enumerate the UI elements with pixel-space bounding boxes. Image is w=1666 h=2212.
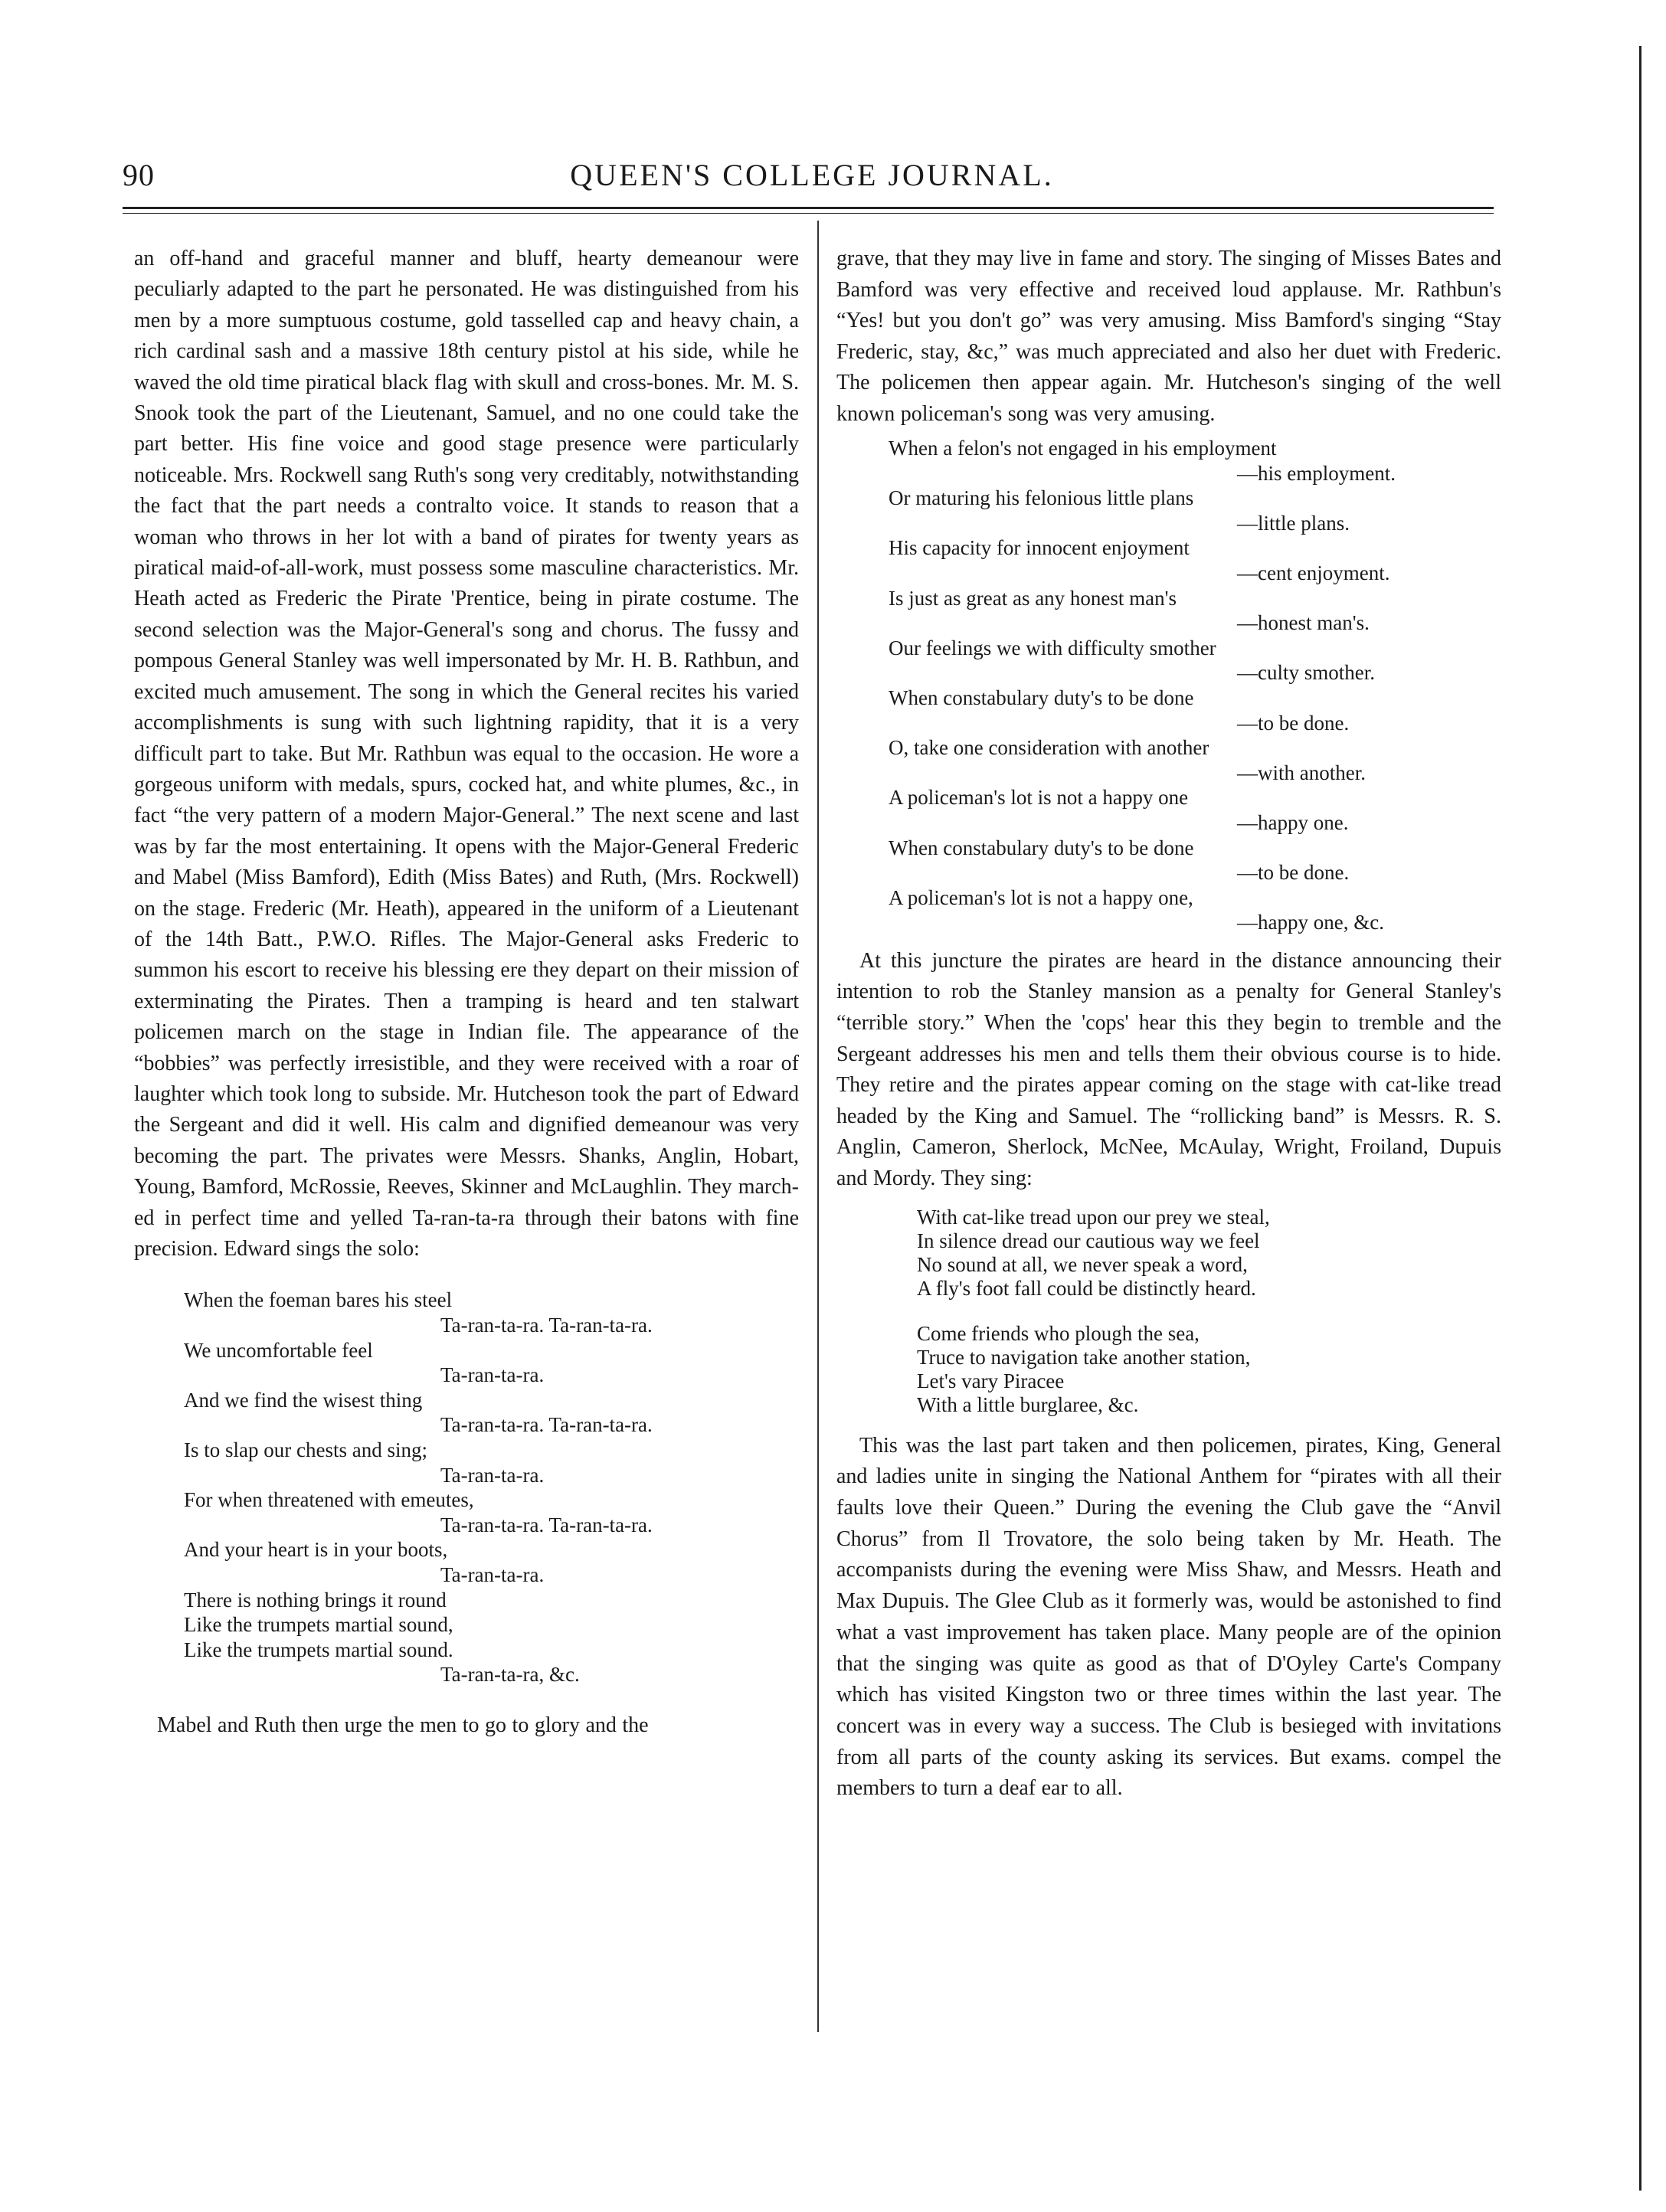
song-line: Let's vary Piracee <box>917 1369 1065 1392</box>
song-line: There is nothing brings it round <box>184 1588 447 1612</box>
song-line: With a little burglaree, &c. <box>917 1392 1139 1416</box>
song-line: When constabulary duty's to be done <box>889 686 1194 709</box>
song-line: Like the trumpets martial sound. <box>184 1638 453 1661</box>
stanza-gap <box>917 1301 1501 1322</box>
song-line: Is just as great as any honest man's <box>889 586 1177 610</box>
song-line: And your heart is in your boots, <box>184 1538 448 1562</box>
song-line: —culty smother. <box>1237 661 1375 685</box>
song-line: A fly's foot fall could be distinctly heard. <box>917 1276 1256 1300</box>
left-column <box>134 244 799 1741</box>
song-line: Is to slap our chests and sing; <box>184 1438 427 1461</box>
song-line: Come friends who plough the sea, <box>917 1321 1200 1345</box>
song-line: —happy one, &c. <box>1237 911 1384 934</box>
song-line: Ta-ran-ta-ra, &c. <box>440 1663 580 1687</box>
header-rule-thick <box>123 207 1494 209</box>
song-line: A policeman's lot is not a happy one <box>889 786 1189 810</box>
song-line: When a felon's not engaged in his employment <box>889 437 1277 460</box>
song-line: In silence dread our cautious way we feel <box>917 1229 1260 1252</box>
song-line: Truce to navigation take another station, <box>917 1345 1251 1369</box>
song-line: No sound at all, we never speak a word, <box>917 1252 1248 1276</box>
header-rule-thin <box>123 213 1494 214</box>
pirate-song-stanza-2 <box>917 1322 1501 1417</box>
page-number: 90 <box>123 158 155 192</box>
song-line: A policeman's lot is not a happy one, <box>889 885 1193 909</box>
pirate-song-stanza-1 <box>917 1206 1501 1301</box>
right-paragraph-1: grave, that they may live in fame and story. The singing of Misses Bates and Bamford was very effective and received loud applause. Mr. Rathbun's “Yes! but you don't go” was very amusing. Miss Bamford's singing “Stay Frederic, stay, &c,” was much appreciated and also her duet with Frederic. The policemen then appear again. Mr. Hutcheson's singing of the well known policeman's song was very amusing. <box>836 247 1501 426</box>
song-line: —cent enjoyment. <box>1237 561 1390 584</box>
song-line: Ta-ran-ta-ra. <box>440 1562 545 1586</box>
right-paragraph-3: This was the last part taken and then policemen, pirates, King, General and ladies unite in singing the National Anthem for “pirates with all their faults love their Queen.” During the evening the Club gave the “Anvil Chorus” from Il Trovatore, the solo being taken by Mr. Heath. The accompanists during the evening were Miss Shaw, and Messrs. Heath and Max Dupuis. The Glee Club as it formerly was, would be astonished to find what a vast improvement has taken place. Many people are of the opinion that the singing was quite as good as that of D'Oyley Carte's Company which has visited Kingston two or three times within the last year. The concert was in every way a success. The Club is besieged with invitations from all parts of the county asking its services. But exams. compel the members to turn a deaf ear to all. <box>836 1433 1501 1801</box>
song-line: —little plans. <box>1237 511 1350 535</box>
song-line: With cat-like tread upon our prey we steal, <box>917 1205 1270 1229</box>
song-line: Ta-ran-ta-ra. <box>440 1463 545 1487</box>
right-paragraph-2: At this juncture the pirates are heard in the distance announcing their intention to rob the Stanley mansion as a penalty for General Stanley's “terrible story.” When the 'cops' hear this they begin to tremble and the Sergeant addresses his men and tells them their obvious course is to hide. They retire and the pirates appear coming on the stage with cat-like tread headed by the King and Samuel. The “rollicking band” is Messrs. R. S. Anglin, Cameron, Sherlock, McNee, McAulay, Wright, Froiland, Dupuis and Mordy. They sing: <box>836 948 1501 1191</box>
song-line: For when threatened with emeutes, <box>184 1488 474 1512</box>
right-column <box>836 244 1501 1805</box>
policeman-song <box>889 436 1501 935</box>
pirate-song <box>917 1206 1501 1417</box>
song-line: We uncomfortable feel <box>184 1338 373 1362</box>
journal-title: QUEEN'S COLLEGE JOURNAL. <box>570 158 1054 192</box>
song-line: —happy one. <box>1237 810 1349 834</box>
left-paragraph-2: Mabel and Ruth then urge the men to go to glory and the <box>157 1713 649 1737</box>
song-line: Or maturing his felonious little plans <box>889 486 1194 510</box>
page-header <box>123 157 1501 203</box>
column-divider <box>817 221 819 2032</box>
song-line: And we find the wisest thing <box>184 1388 423 1412</box>
song-line: —his employment. <box>1237 461 1396 485</box>
song-line: Our feelings we with difficulty smother <box>889 636 1216 659</box>
song-line: Like the trumpets martial sound, <box>184 1613 453 1637</box>
song-line: Ta-ran-ta-ra. Ta-ran-ta-ra. <box>440 1314 653 1337</box>
song-line: Ta-ran-ta-ra. Ta-ran-ta-ra. <box>440 1513 653 1536</box>
page-edge-line <box>1639 46 1641 2191</box>
song-line: —to be done. <box>1237 861 1350 885</box>
left-paragraph-1: an off-hand and graceful manner and bluff, hearty demeanour were peculiarly adapted to the part he personated. He was distinguished from his men by a more sumptuous costume, gold tasselled cap and heavy chain, a rich cardinal sash and a massive 18th century pistol at his side, while he waved the old time piratical black flag with skull and cross-bones. Mr. M. S. Snook took the part of the Lieutenant, Samuel, and no one could take the part better. His fine voice and good stage presence were particularly noticeable. Mrs. Rockwell sang Ruth's song very creditably, notwithstanding the fact that the part needs a contralto voice. It stands to reason that a woman who throws in her lot with a band of pirates for twenty years as piratical maid-of-all-work, must possess some masculine characteristics. Mr. Heath acted as Frederic the Pirate 'Prentice, being in pirate costume. The second selection was the Major-General's song and chorus. The fussy and pompous General Stanley was well impersonated by Mr. H. B. Rathbun, and excited much amusement. The song in which the General recites his varied accomplishments is sung with such lightning rapidity, that it is a very difficult part to take. But Mr. Rathbun was equal to the occasion. He wore a gorgeous uniform with medals, spurs, cocked hat, and white plumes, &c., in fact “the very pattern of a modern Major-General.” The next scene and last was by far the most entertaining. It opens with the Major-General Frederic and Mabel (Miss Bamford), Edith (Miss Bates) and Ruth, (Mrs. Rockwell) on the stage. Frederic (Mr. Heath), appeared in the uniform of a Lieutenant of the 14th Batt., P.W.O. Rifles. The Major-General asks Frederic to summon his escort to receive his blessing ere they depart on their mission of exterminating the Pirates. Then a tramping is heard and ten stalwart policemen march on the stage in Indian file. The appearance of the “bobbies” was perfectly irresistible, and they were received with a roar of laughter which took long to subside. Mr. Hutcheson took the part of Edward the Sergeant and did it well. His calm and dignified demeanour was very becoming the part. The privates were Messrs. Shanks, Anglin, Hobart, Young, Bamford, McRossie, Reeves, Skinner and McLaughlin. They marched in perfect time and yelled Ta-ran-ta-ra through their batons with fine precision. Edward sings the solo: <box>134 247 799 1261</box>
song-line: When the foeman bares his steel <box>184 1288 453 1312</box>
song-line: O, take one consideration with another <box>889 736 1209 760</box>
song-line: When constabulary duty's to be done <box>889 836 1194 859</box>
song-line: Ta-ran-ta-ra. <box>440 1363 545 1387</box>
song-line: —honest man's. <box>1237 611 1370 635</box>
tarantara-song <box>184 1288 799 1687</box>
song-line: —to be done. <box>1237 711 1350 735</box>
song-line: Ta-ran-ta-ra. Ta-ran-ta-ra. <box>440 1413 653 1437</box>
song-line: His capacity for innocent enjoyment <box>889 536 1190 560</box>
song-line: —with another. <box>1237 761 1366 784</box>
